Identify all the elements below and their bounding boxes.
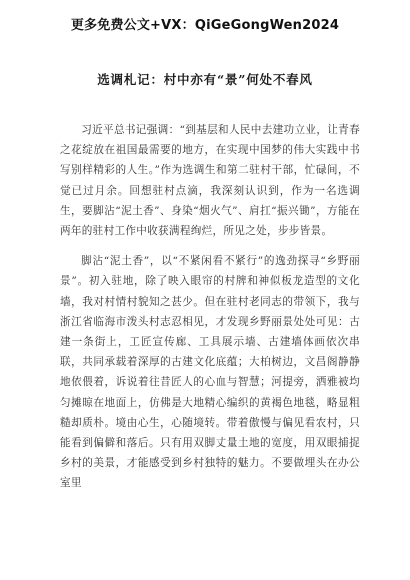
- body-paragraph: 脚沾“泥土香”，以“不紧闲看不紧行”的逸劲探寻“乡野丽景”。初入驻地，除了映入眼帘的村牌和神似板龙造型的文化墙，我对村情村貌知之甚少。但在驻村老同志的带领下，我与浙江省临海市泼头村志忍相见，才发现乡野丽景处处可见：古建一条街上，工匠宣传廊、工具展示墙、古建墙体画依次串联，共同承载着深厚的古建文化底蕴；大柏树边，文昌阁静静地依偎着，诉说着往昔匠人的心血与智慧；河提旁，洒雅被均匀摊晾在地面上，仿佛是大地精心编织的黄褐色地毯，略显粗糙却质朴。境由心生，心随境转。带着傲慢与偏见看农村，只能看到偏僻和落后。只有用双脚丈量土地的宽度，用双眼捕捉乡村的美景，才能感受到乡村独特的魅力。不要做埋头在办公室里: [60, 255, 360, 490]
- body-paragraph: 习近平总书记强调：“到基层和人民中去建功立业，让青春之花绽放在祖国最需要的地方，在实现中国梦的伟大实践中书写别样精彩的人生。”作为选调生和第二驻村干部，忙碌间，不觉已过月余。回想驻村点滴，我深刻认识到，作为一名选调生，要脚沾“泥土香”、身染“烟火气”、肩扛“振兴锄”，方能在两年的驻村工作中收获满程绚烂，所见之处，步步皆景。: [60, 124, 360, 238]
- document-title: 选调札记：村中亦有“景”何处不春风: [97, 72, 313, 87]
- header-watermark: 更多免费公文+VX：QiGeGongWen2024: [70, 18, 340, 33]
- document-body: [60, 120, 360, 504]
